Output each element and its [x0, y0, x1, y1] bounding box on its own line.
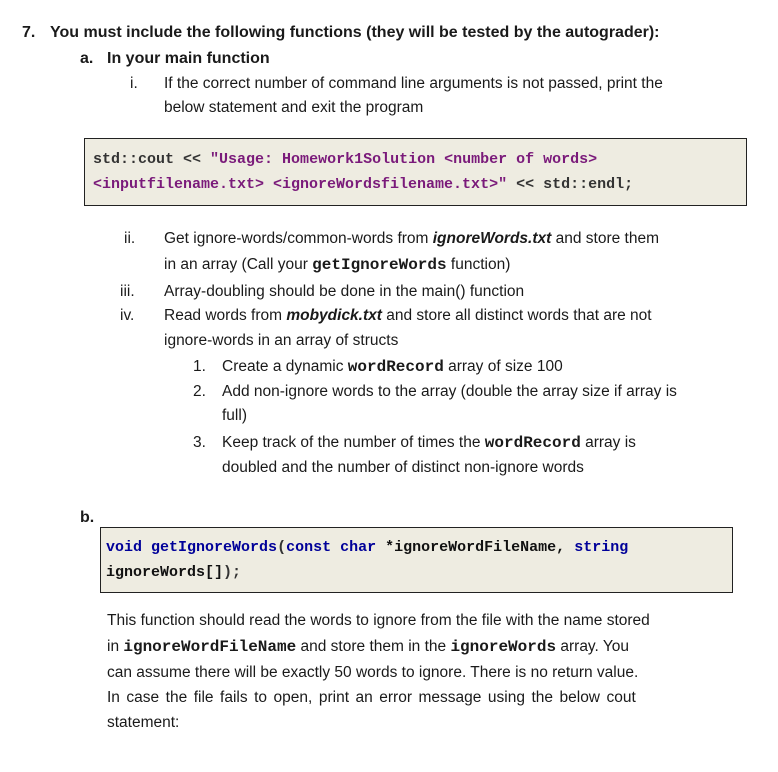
- desc-line2: [107, 638, 629, 656]
- sub1-pre: Create a dynamic: [222, 358, 348, 375]
- part-a-heading: In your main function: [107, 50, 270, 67]
- item-number: 7.: [22, 24, 36, 41]
- mobydick-filename: mobydick.txt: [286, 307, 382, 324]
- ignore-words-filename: ignoreWords.txt: [432, 230, 552, 247]
- step-ii-text: Get ignore-words/common-words from: [164, 230, 433, 247]
- desc-line1: This function should read the words to ignore from the file with the name stored: [107, 612, 650, 629]
- sub1-num: 1.: [193, 358, 206, 375]
- sub3-num: 3.: [193, 434, 206, 451]
- step-iv-line1: [164, 307, 652, 325]
- part-b-letter: b.: [80, 509, 95, 526]
- ignore-words-array: ignoreWords: [450, 638, 557, 656]
- step-i-numeral: i.: [130, 75, 138, 92]
- step-i-line2: below statement and exit the program: [164, 99, 424, 116]
- desc-line4: In case the file fails to open, print an error message using the below cout: [107, 689, 636, 706]
- close-paren: );: [223, 564, 242, 581]
- item-heading: You must include the following functions (they will be tested by the autograder):: [50, 24, 660, 41]
- code-cout-prefix: std::cout <<: [93, 151, 202, 168]
- param-ignore-words: ignoreWords[]: [106, 564, 224, 581]
- fn-name: getIgnoreWords: [151, 539, 278, 556]
- step-ii-line1: [164, 230, 659, 248]
- sub3-line2: doubled and the number of distinct non-ignore words: [222, 459, 584, 476]
- sub1-text: [222, 358, 563, 376]
- sub2-num: 2.: [193, 383, 206, 400]
- word-record-type: wordRecord: [347, 358, 444, 376]
- open-paren: (: [277, 539, 287, 556]
- desc-l2-post: array. You: [556, 638, 630, 655]
- ignore-word-file-name: ignoreWordFileName: [123, 638, 297, 656]
- get-ignore-words-fn: getIgnoreWords: [312, 256, 447, 274]
- desc-l2-mid: and store them in the: [296, 638, 451, 655]
- code-usage-string-1: "Usage: Homework1Solution <number of words>: [210, 151, 598, 168]
- step-iii-numeral: iii.: [120, 283, 135, 300]
- kw-void: void: [106, 539, 143, 556]
- step-ii-line2-text: in an array (Call your: [164, 256, 313, 273]
- sub1-post: array of size 100: [443, 358, 563, 375]
- word-record-type-2: wordRecord: [484, 434, 581, 452]
- kw-string: string: [574, 539, 629, 556]
- step-ii-line2: [164, 256, 510, 274]
- part-a-letter: a.: [80, 50, 94, 67]
- desc-l2-pre: in: [107, 638, 124, 655]
- step-iii-text: Array-doubling should be done in the main() function: [164, 283, 525, 300]
- step-ii-numeral: ii.: [124, 230, 136, 247]
- sub3-pre: Keep track of the number of times the: [222, 434, 485, 451]
- step-iv-numeral: iv.: [120, 307, 135, 324]
- step-ii-text-end: and store them: [551, 230, 660, 247]
- code-endl-suffix: << std::endl;: [516, 176, 634, 193]
- desc-line3: can assume there will be exactly 50 words to ignore. There is no return value.: [107, 664, 639, 681]
- step-ii-line2-end: function): [446, 256, 511, 273]
- sub2-line2: full): [222, 407, 247, 424]
- step-iv-text: Read words from: [164, 307, 287, 324]
- step-iv-text-end: and store all distinct words that are not: [381, 307, 652, 324]
- code-usage-string-2: <inputfilename.txt> <ignoreWordsfilename.txt>": [93, 176, 508, 193]
- param-filename: *ignoreWordFileName,: [385, 539, 566, 556]
- step-iv-line2: ignore-words in an array of structs: [164, 332, 399, 349]
- kw-const: const: [286, 539, 332, 556]
- sub3-line1: [222, 434, 636, 452]
- desc-line5: statement:: [107, 714, 180, 731]
- signature-code-block: [100, 527, 733, 593]
- sub3-post: array is: [580, 434, 636, 451]
- kw-char: char: [340, 539, 377, 556]
- sub2-line1: Add non-ignore words to the array (double the array size if array is: [222, 383, 677, 400]
- step-i-line1: If the correct number of command line arguments is not passed, print the: [164, 75, 663, 92]
- usage-code-block: [84, 138, 747, 206]
